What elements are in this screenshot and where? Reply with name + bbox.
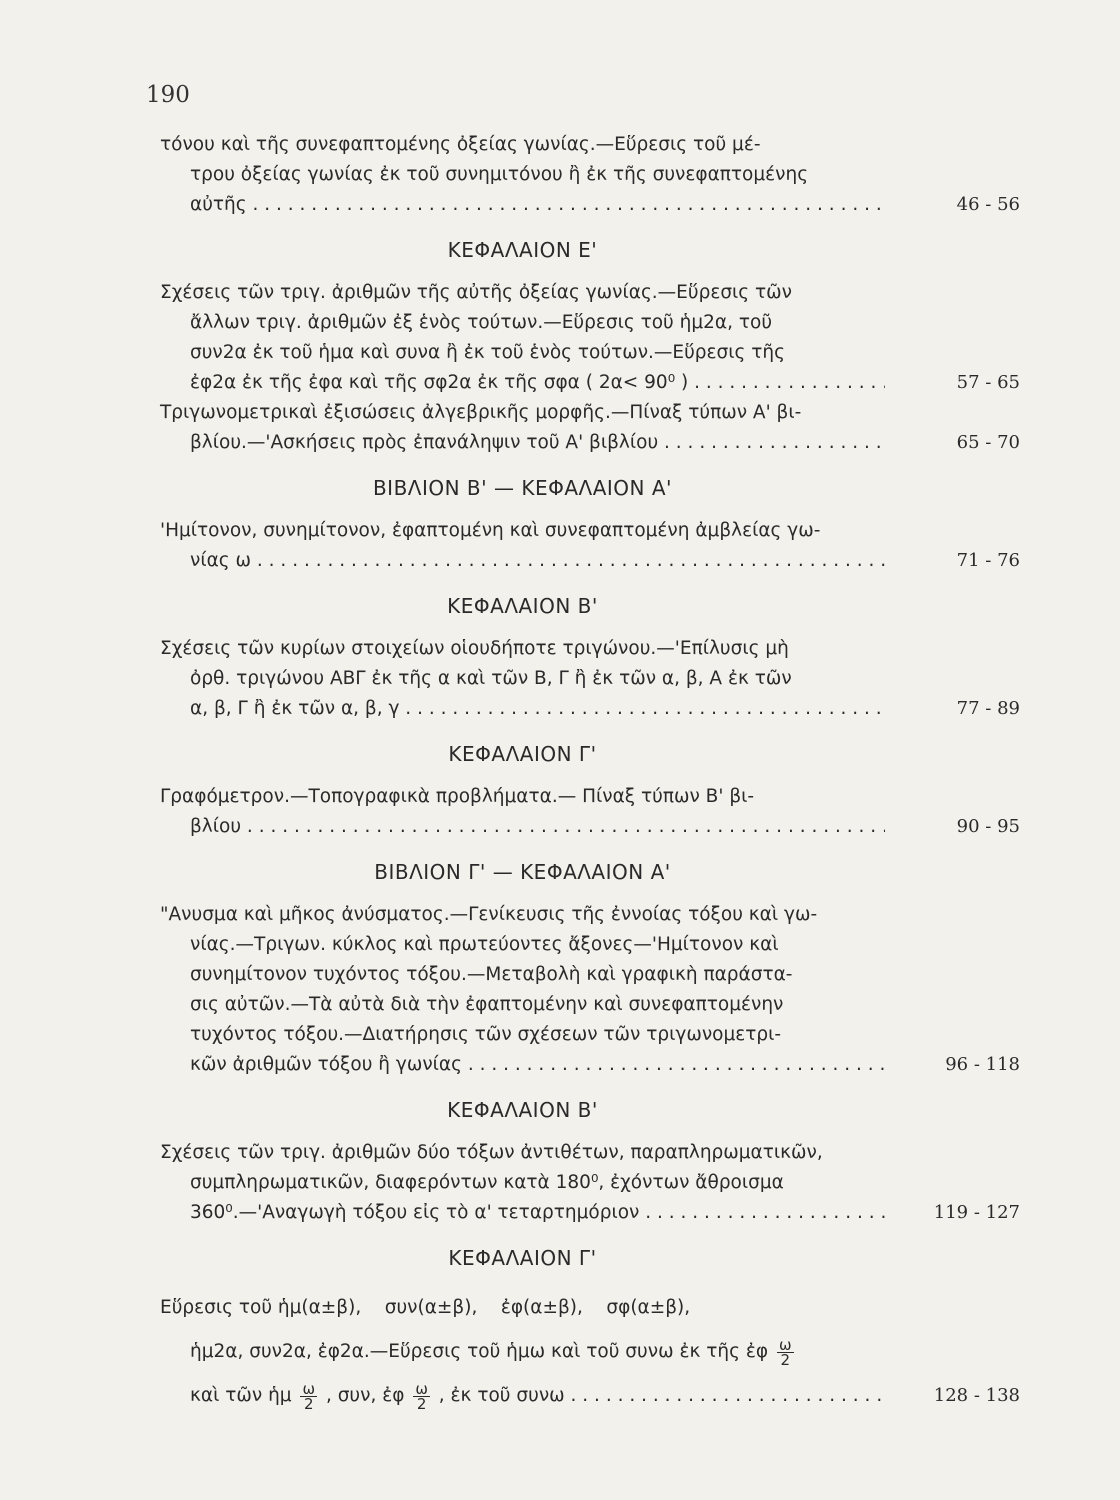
fraction-numerator: ω [415,1379,428,1398]
entry-line: Σχέσεις τῶν τριγ. ἀριθμῶν τῆς αὐτῆς ὀξείας γωνίας.—Εὕρεσις τῶν [160,282,793,303]
page-range: 96 - 118 [945,1054,1020,1075]
toc-entry [160,634,1040,724]
entry-leader-line [160,694,885,724]
page-number: 190 [146,82,190,108]
page-range: 119 - 127 [933,1202,1020,1223]
chapter-heading: ΚΕΦΑΛΑΙΟΝ Ε' [447,238,598,262]
entry-line: συμπληρωματικῶν, διαφερόντων κατὰ 180⁰, ἐχόντων ἄθροισμα [190,1172,784,1193]
chapter-heading: ΚΕΦΑΛΑΙΟΝ Γ' [448,742,597,766]
entry-line: Σχέσεις τῶν τριγ. ἀριθμῶν δύο τόξων ἀντιθέτων, παραπληρωματικῶν, [160,1142,823,1163]
entry-line: συνημίτονον τυχόντος τόξου.—Μεταβολὴ καὶ γραφικὴ παράστα- [190,964,793,985]
toc-entry [160,130,1040,220]
entry-line: Τριγωνομετρικαὶ ἐξισώσεις ἀλγεβρικῆς μορφῆς.—Πίναξ τύπων Α' βι- [160,402,802,423]
entry-leader-line [160,368,885,398]
entry-line: συν2α ἐκ τοῦ ἡμα καὶ συνα ἢ ἐκ τοῦ ἑνὸς τούτων.—Εὕρεσις τῆς [190,342,785,363]
entry-line [160,1330,885,1374]
page-range: 46 - 56 [956,194,1020,215]
formula-text: , συν, [325,1385,377,1406]
page-range: 90 - 95 [956,816,1020,837]
formula-text: , ἐκ τοῦ συνω [438,1385,565,1406]
entry-line: Γραφόμετρον.—Τοπογραφικὰ προβλήματα.— Πίναξ τύπων Β' βι- [160,786,755,807]
fraction-numerator: ω [778,1335,792,1354]
entry-line: α, β, Γ ἢ ἐκ τῶν α, β, γ [190,698,400,719]
chapter-heading: ΚΕΦΑΛΑΙΟΝ Β' [447,594,598,618]
entry-leader-line [160,1374,885,1418]
entry-line: "Ανυσμα καὶ μῆκος ἀνύσματος.—Γενίκευσις τῆς ἐννοίας τόξου καὶ γω- [160,904,818,925]
entry-line: τρου ὀξείας γωνίας ἐκ τοῦ συνημιτόνου ἢ ἐκ τῆς συνεφαπτομένης [190,164,809,185]
entry-line: Σχέσεις τῶν κυρίων στοιχείων οἱουδήποτε τριγώνου.—'Επίλυσις μὴ [160,638,789,659]
entry-leader-line [160,812,885,842]
page-range: 128 - 138 [933,1385,1020,1406]
page-range: 65 - 70 [956,432,1020,453]
table-of-contents [160,130,1040,1418]
entry-leader-line [160,190,885,220]
toc-entry [160,278,1040,398]
fraction [300,1379,317,1413]
page-range: 77 - 89 [956,698,1020,719]
toc-entry [160,1138,1040,1228]
chapter-heading: ΒΙΒΛΙΟΝ Γ' — ΚΕΦΑΛΑΙΟΝ Α' [374,860,671,884]
entry-line: ὀρθ. τριγώνου ΑΒΓ ἐκ τῆς α καὶ τῶν Β, Γ ἢ ἐκ τῶν α, β, Α ἐκ τῶν [190,668,792,689]
entry-line: Εὕρεσις τοῦ ἡμ(α±β), συν(α±β), ἐφ(α±β), σφ(α±β), [160,1297,691,1318]
entry-line: ἄλλων τριγ. ἀριθμῶν ἐξ ἑνὸς τούτων.—Εὕρεσις τοῦ ἡμ2α, τοῦ [190,312,773,333]
toc-entry [160,398,1040,458]
formula-text: ἐφ [382,1385,405,1406]
toc-entry [160,900,1040,1080]
entry-line: βλίου [190,816,242,837]
fraction-denominator: 2 [303,1394,314,1413]
entry-line: νίας ω [190,550,252,571]
entry-leader-line [160,546,885,576]
toc-entry [160,516,1040,576]
chapter-heading: ΒΙΒΛΙΟΝ Β' — ΚΕΦΑΛΑΙΟΝ Α' [372,476,673,500]
entry-line: κῶν ἀριθμῶν τόξου ἢ γωνίας [190,1054,462,1075]
toc-entry [160,782,1040,842]
entry-leader-line [160,1050,885,1080]
entry-line: σις αὐτῶν.—Τὰ αὐτὰ διὰ τὴν ἐφαπτομένην καὶ συνεφαπτομένην [190,994,784,1015]
fraction-numerator: ω [302,1379,316,1398]
chapter-heading: ΚΕΦΑΛΑΙΟΝ Γ' [448,1246,597,1270]
fraction-denominator: 2 [780,1350,790,1369]
fraction-denominator: 2 [416,1394,427,1413]
entry-line: νίας.—Τριγων. κύκλος καὶ πρωτεύοντες ἄξονες—'Ημίτονον καὶ [190,934,779,955]
chapter-heading: ΚΕΦΑΛΑΙΟΝ Β' [447,1098,598,1122]
toc-entry [160,1286,1040,1418]
entry-line: τυχόντος τόξου.—Διατήρησις τῶν σχέσεων τῶν τριγωνομετρι- [190,1024,782,1045]
entry-line: αὐτῆς [190,194,247,215]
entry-line: 360⁰.—'Αναγωγὴ τόξου εἰς τὸ α' τεταρτημόριον [190,1202,640,1223]
entry-line: ἐφ2α ἐκ τῆς ἐφα καὶ τῆς σφ2α ἐκ τῆς σφα ( 2α< 90⁰ ) [190,372,689,393]
entry-leader-line [160,1198,885,1228]
fraction [413,1379,430,1413]
entry-line: βλίου.—'Ασκήσεις πρὸς ἐπανάληψιν τοῦ Α' βιβλίου [190,432,659,453]
formula-text: καὶ τῶν ἡμ [190,1385,292,1406]
formula-text: ἡμ2α, συν2α, ἐφ2α.—Εὕρεσις τοῦ ἡμω καὶ τοῦ συνω ἐκ τῆς ἐφ [190,1341,769,1362]
entry-line: τόνου καὶ τῆς συνεφαπτομένης ὀξείας γωνίας.—Εὕρεσις τοῦ μέ- [160,134,761,155]
fraction [777,1335,794,1369]
entry-leader-line [160,428,885,458]
page-range: 57 - 65 [956,372,1020,393]
entry-line: 'Ημίτονον, συνημίτονον, ἐφαπτομένη καὶ συνεφαπτομένη ἀμβλείας γω- [160,520,821,541]
page-range: 71 - 76 [956,550,1020,571]
